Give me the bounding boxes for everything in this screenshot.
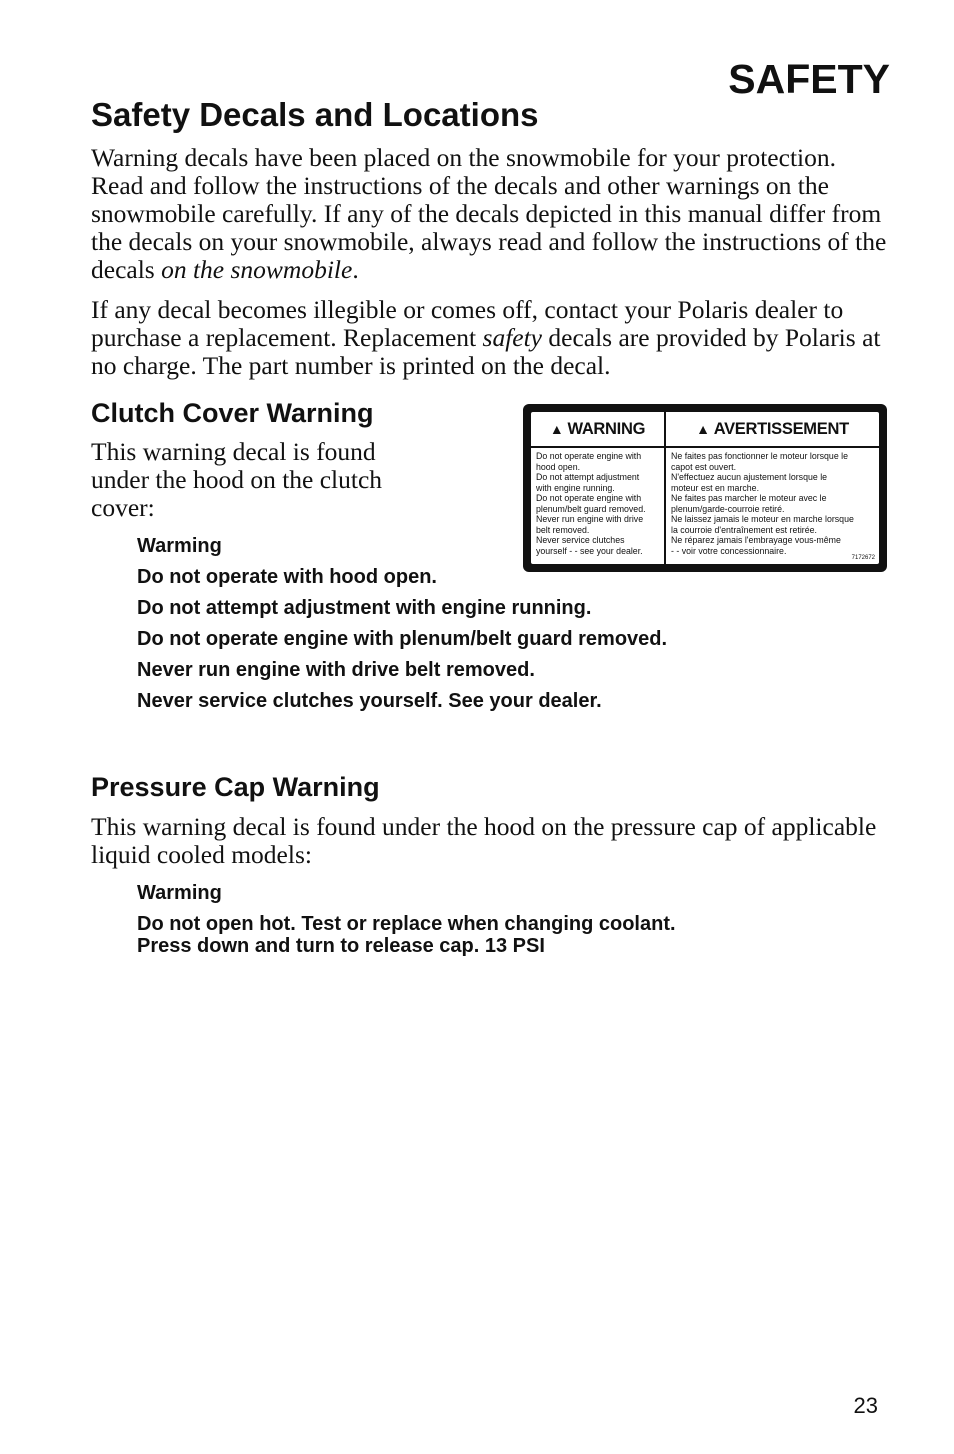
decal-text-line: plenum/belt guard removed. xyxy=(536,503,646,514)
decal-text-line: N'effectuez aucun ajustement lorsque le xyxy=(671,472,828,482)
decal-text-line: Do not operate engine with xyxy=(536,451,642,461)
warning-triangle-icon: ▲ xyxy=(549,421,564,437)
decal-text-line: plenum/garde-courroie retiré. xyxy=(671,503,785,514)
list-item: Never service clutches yourself. See your dealer. xyxy=(137,690,602,712)
page-number: 23 xyxy=(853,1393,878,1418)
page-title: Safety Decals and Locations xyxy=(91,96,539,133)
text-run: . xyxy=(352,255,359,284)
decal-header-label: WARNING xyxy=(567,419,646,438)
decal-text-line: Do not attempt adjustment xyxy=(536,472,640,482)
decal-text-line: Do not operate engine with xyxy=(536,493,642,503)
intro-paragraph-2 xyxy=(91,296,891,380)
emphasis: on the snowmobile xyxy=(161,255,353,284)
decal-text-line: with engine running. xyxy=(536,482,615,493)
decal-text-line: Never run engine with drive xyxy=(536,514,644,524)
decal-text-line: Never service clutches xyxy=(536,535,625,545)
decal-text-line: - - voir votre concessionnaire. xyxy=(671,545,787,556)
intro-paragraph-1 xyxy=(91,144,891,284)
section-header: SAFETY xyxy=(728,56,890,102)
list-item: Never run engine with drive belt removed. xyxy=(137,659,535,681)
warning-triangle-icon: ▲ xyxy=(696,421,710,437)
decal-part-number: 7172672 xyxy=(851,555,875,561)
pressure-cap-intro: This warning decal is found under the hood on the pressure cap of applicable liquid cooled models: xyxy=(91,812,877,869)
list-item: Do not operate engine with plenum/belt guard removed. xyxy=(137,628,668,650)
clutch-cover-heading: Clutch Cover Warning xyxy=(91,398,374,428)
decal-french-lines xyxy=(666,448,879,556)
list-item: Do not open hot. Test or replace when changing coolant. Press down and turn to release cap. 13 PSI xyxy=(137,913,676,957)
decal-text-line: Ne laissez jamais le moteur en marche lorsque xyxy=(671,514,854,524)
clutch-decal-text-list xyxy=(137,535,677,721)
decal-header-warning xyxy=(531,412,664,448)
decal-french-column xyxy=(666,412,879,564)
emphasis: safety xyxy=(482,323,542,352)
decal-text-line: Ne faites pas fonctionner le moteur lorsque le xyxy=(671,451,849,461)
decal-text-line: Ne faites pas marcher le moteur avec le xyxy=(671,493,827,503)
list-item: Do not operate with hood open. xyxy=(137,566,437,588)
list-item: Warming xyxy=(137,882,222,904)
clutch-cover-intro: This warning decal is found under the hood on the clutch cover: xyxy=(91,437,383,522)
list-item: Warming xyxy=(137,535,222,557)
text-run: decals are provided by Polaris at no charge. The part number is printed on the decal. xyxy=(91,323,881,380)
decal-text-line: Ne réparez jamais l'embrayage vous-même xyxy=(671,535,841,545)
decal-text-line: yourself - - see your dealer. xyxy=(536,545,643,556)
pressure-cap-heading: Pressure Cap Warning xyxy=(91,772,380,802)
text-run: Warning decals have been placed on the snowmobile for your protection. Read and follow the instructions of the decals and other warnings on the snowmobile carefully. If any of the decals depicted in this manual differ from the decals on your snowmobile, always read and follow the instructions of the decals xyxy=(91,143,887,284)
decal-text-line: capot est ouvert. xyxy=(671,461,737,472)
decal-text-line: la courroie d'entraînement est retirée. xyxy=(671,524,817,535)
pressure-decal-text-list xyxy=(137,882,677,966)
text-run: If any decal becomes illegible or comes off, contact your Polaris dealer to purchase a replacement. Replacement xyxy=(91,295,844,352)
list-item: Do not attempt adjustment with engine running. xyxy=(137,597,592,619)
decal-text-line: moteur est en marche. xyxy=(671,482,760,493)
decal-header-avertissement xyxy=(666,412,879,448)
decal-header-label: AVERTISSEMENT xyxy=(713,419,849,438)
decal-text-line: belt removed. xyxy=(536,524,590,535)
decal-text-line: hood open. xyxy=(536,461,581,472)
